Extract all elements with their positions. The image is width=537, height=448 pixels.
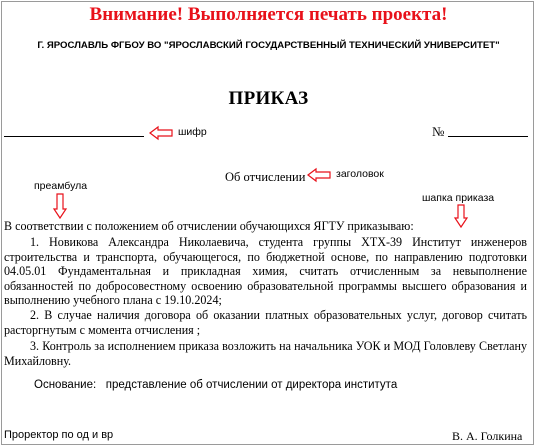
print-warning-banner: Внимание! Выполняется печать проекта! <box>89 4 448 25</box>
order-subject: Об отчислении <box>225 170 306 184</box>
signatory-position: Проректор по од и вр <box>4 429 114 441</box>
heading-annotation: заголовок <box>336 168 384 180</box>
order-item-3: 3. Контроль за исполнением приказа возложить на начальника УОК и МОД Головлеву Светлану Михайловну. <box>4 339 527 368</box>
order-item-2: 2. В случае наличия договора об оказании платных образовательных услуг, договор считать расторгнутым с момента отчисления ; <box>4 308 527 337</box>
heading-arrow-icon <box>307 168 331 182</box>
cipher-line <box>4 136 144 137</box>
order-item-1: 1. Новикова Александра Николаевича, студента группы ХТХ-39 Институт инженеров строительства и транспорта, обучающегося, по бюджетной основе, по направлению подготовки 04.05.01 Фундаментальная и прикладная химия, считать отчисленным за невыполнение обязанностей по добросовестному освоению образовательной программы высшего образования и выполнению учебного плана с 19.10.2024; <box>4 235 527 308</box>
number-line <box>448 136 528 137</box>
order-preamble: В соответствии с положением об отчислении обучающихся ЯГТУ приказываю: <box>4 219 414 233</box>
organization-header: Г. ЯРОСЛАВЛЬ ФГБОУ ВО "ЯРОСЛАВСКИЙ ГОСУДАРСТВЕННЫЙ ТЕХНИЧЕСКИЙ УНИВЕРСИТЕТ" <box>37 40 500 51</box>
order-header-annotation: шапка приказа <box>422 192 495 204</box>
preamble-annotation: преамбула <box>34 180 88 192</box>
signatory-name: В. А. Голкина <box>452 429 523 443</box>
order-basis <box>34 379 397 391</box>
cipher-arrow-icon <box>149 126 173 140</box>
basis-label: Основание: <box>34 379 97 391</box>
number-sign: № <box>432 124 445 139</box>
basis-value: представление об отчислении от директора института <box>105 379 398 391</box>
document-title: ПРИКАЗ <box>228 88 309 109</box>
preamble-arrow-icon <box>53 193 67 219</box>
cipher-annotation: шифр <box>178 126 207 138</box>
